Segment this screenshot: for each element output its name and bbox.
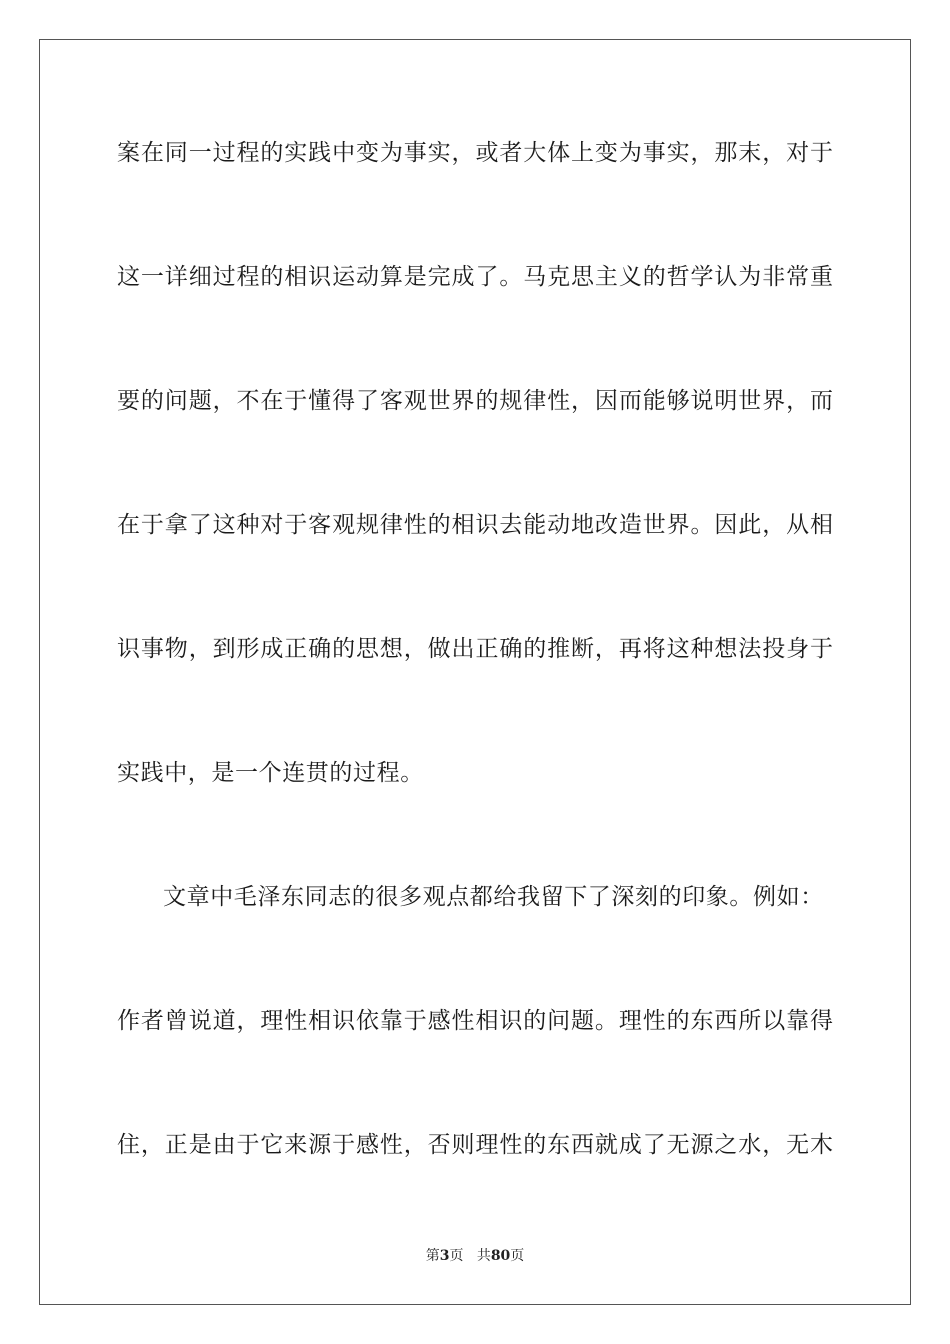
page-prefix: 第: [425, 1248, 440, 1264]
text-line-3: 要的问题，不在于懂得了客观世界的规律性，因而能够说明世界，而: [117, 388, 834, 414]
text-line-2: 这一详细过程的相识运动算是完成了。马克思主义的哲学认为非常重: [117, 264, 834, 290]
page-border: [39, 39, 911, 1305]
page-footer: [0, 1246, 950, 1266]
page-number: 3: [439, 1248, 450, 1264]
text-line-6: 实践中，是一个连贯的过程。: [117, 760, 424, 786]
text-line-8: 作者曾说道，理性相识依靠于感性相识的问题。理性的东西所以靠得: [117, 1008, 834, 1034]
text-line-1: 案在同一过程的实践中变为事实，或者大体上变为事实，那末，对于: [117, 140, 834, 166]
paragraph-start-line: 文章中毛泽东同志的很多观点都给我留下了深刻的印象。例如：: [163, 884, 824, 910]
text-line-9: 住，正是由于它来源于感性，否则理性的东西就成了无源之水，无木: [117, 1132, 834, 1158]
total-prefix: 共: [476, 1248, 491, 1264]
page-suffix: 页: [449, 1248, 464, 1264]
text-line-4: 在于拿了这种对于客观规律性的相识去能动地改造世界。因此，从相: [117, 512, 834, 538]
text-line-5: 识事物，到形成正确的思想，做出正确的推断，再将这种想法投身于: [117, 636, 834, 662]
total-suffix: 页: [510, 1248, 525, 1264]
total-pages: 80: [490, 1248, 511, 1264]
